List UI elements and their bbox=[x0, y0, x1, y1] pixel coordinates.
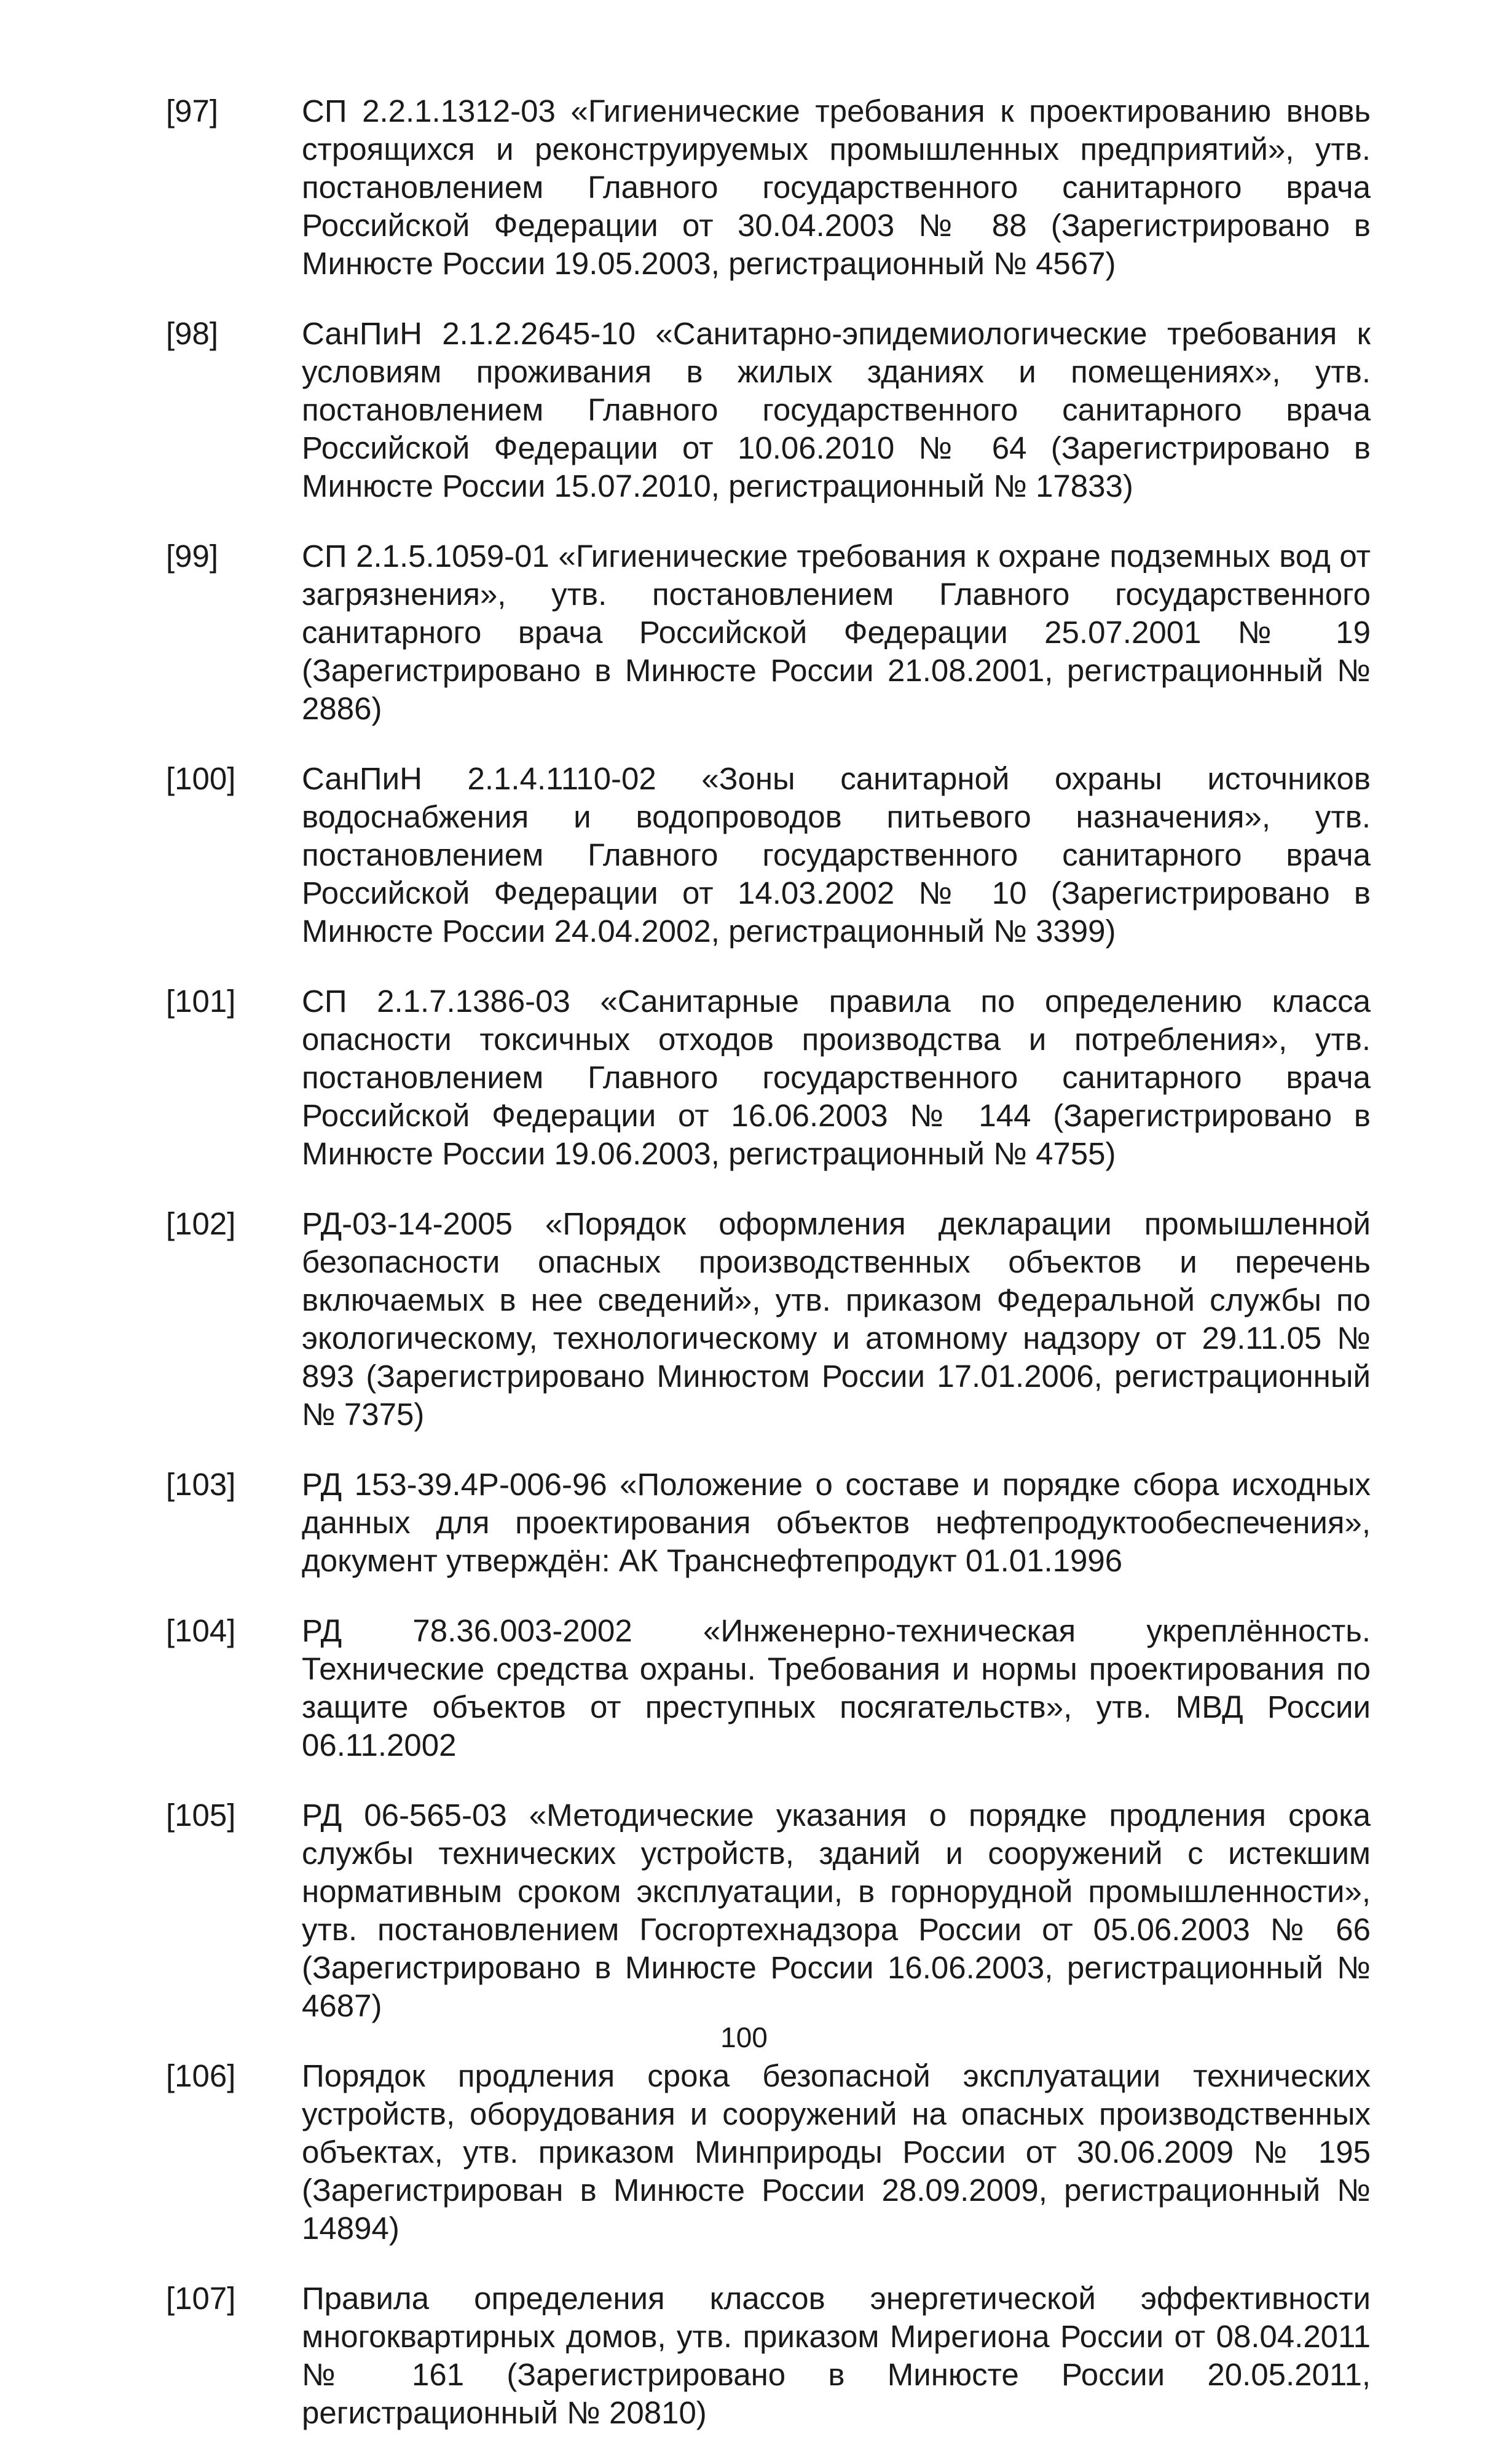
reference-item bbox=[166, 1466, 1371, 1580]
reference-item bbox=[166, 315, 1371, 505]
reference-number: [98] bbox=[166, 316, 219, 351]
reference-number: [101] bbox=[166, 984, 236, 1019]
reference-text: СанПиН 2.1.2.2645-10 «Санитарно-эпидемиологические требования к условиям проживания в жилых зданиях и помещениях», утв. постановлением Главного государственного санитарного врача Российской Федерации от 10.06.2010 № 64 (Зарегистрировано в Минюсте России 15.07.2010, регистрационный № 17833) bbox=[302, 316, 1371, 503]
reference-item bbox=[166, 2280, 1371, 2432]
reference-item bbox=[166, 982, 1371, 1173]
reference-text: СанПиН 2.1.4.1110-02 «Зоны санитарной охраны источников водоснабжения и водопроводов питьевого назначения», утв. постановлением Главного государственного санитарного врача Российской Федерации от 14.03.2002 № 10 (Зарегистрировано в Минюсте России 24.04.2002, регистрационный № 3399) bbox=[302, 761, 1371, 949]
reference-item bbox=[166, 92, 1371, 283]
reference-list bbox=[166, 92, 1371, 2464]
reference-number: [106] bbox=[166, 2058, 236, 2093]
reference-item bbox=[166, 537, 1371, 728]
reference-text: РД-03-14-2005 «Порядок оформления декларации промышленной безопасности опасных производственных объектов и перечень включаемых в нее сведений», утв. приказом Федеральной службы по экологическому, технологическому и атомному надзору от 29.11.05 № 893 (Зарегистрировано Минюстом России 17.01.2006, регистрационный № 7375) bbox=[302, 1206, 1371, 1432]
page-number: 100 bbox=[720, 2021, 768, 2053]
reference-number: [100] bbox=[166, 761, 236, 796]
reference-item bbox=[166, 1612, 1371, 1764]
reference-item bbox=[166, 2057, 1371, 2248]
reference-text: РД 78.36.003-2002 «Инженерно-техническая укреплённость. Технические средства охраны. Требования и нормы проектирования по защите объектов от преступных посягательств», утв. МВД России 06.11.2002 bbox=[302, 1613, 1371, 1763]
reference-text: Порядок продления срока безопасной эксплуатации технических устройств, оборудования и сооружений на опасных производственных объектах, утв. приказом Минприроды России от 30.06.2009 № 195 (Зарегистрирован в Минюсте России 28.09.2009, регистрационный № 14894) bbox=[302, 2058, 1371, 2246]
reference-number: [103] bbox=[166, 1467, 236, 1502]
reference-text: РД 06-565-03 «Методические указания о порядке продления срока службы технических устройств, зданий и сооружений с истекшим нормативным сроком эксплуатации, в горнорудной промышленности», утв. постановлением Госгортехнадзора России от 05.06.2003 № 66 (Зарегистрировано в Минюсте России 16.06.2003, регистрационный № 4687) bbox=[302, 1798, 1371, 2023]
reference-number: [97] bbox=[166, 93, 219, 128]
reference-item bbox=[166, 1205, 1371, 1434]
reference-number: [102] bbox=[166, 1206, 236, 1241]
reference-text: СП 2.1.7.1386-03 «Санитарные правила по определению класса опасности токсичных отходов производства и потребления», утв. постановлением Главного государственного санитарного врача Российской Федерации от 16.06.2003 № 144 (Зарегистрировано в Минюсте России 19.06.2003, регистрационный № 4755) bbox=[302, 984, 1371, 1171]
reference-item bbox=[166, 1796, 1371, 2025]
reference-number: [105] bbox=[166, 1798, 236, 1833]
reference-text: СП 2.1.5.1059-01 «Гигиенические требования к охране подземных вод от загрязнения», утв. постановлением Главного государственного санитарного врача Российской Федерации 25.07.2001 № 19 (Зарегистрировано в Минюсте России 21.08.2001, регистрационный № 2886) bbox=[302, 539, 1371, 726]
reference-number: [104] bbox=[166, 1613, 236, 1648]
reference-text: РД 153-39.4Р-006-96 «Положение о составе и порядке сбора исходных данных для проектирования объектов нефтепродуктообеспечения», документ утверждён: АК Транснефтепродукт 01.01.1996 bbox=[302, 1467, 1371, 1578]
reference-text: Правила определения классов энергетической эффективности многоквартирных домов, утв. приказом Мирегиона России от 08.04.2011 № 161 (Зарегистрировано в Минюсте России 20.05.2011, регистрационный № 20810) bbox=[302, 2281, 1371, 2430]
reference-number: [99] bbox=[166, 539, 219, 574]
reference-text: СП 2.2.1.1312-03 «Гигиенические требования к проектированию вновь строящихся и реконструируемых промышленных предприятий», утв. постановлением Главного государственного санитарного врача Российской Федерации от 30.04.2003 № 88 (Зарегистрировано в Минюсте России 19.05.2003, регистрационный № 4567) bbox=[302, 93, 1371, 281]
reference-number: [107] bbox=[166, 2281, 236, 2316]
reference-item bbox=[166, 760, 1371, 950]
